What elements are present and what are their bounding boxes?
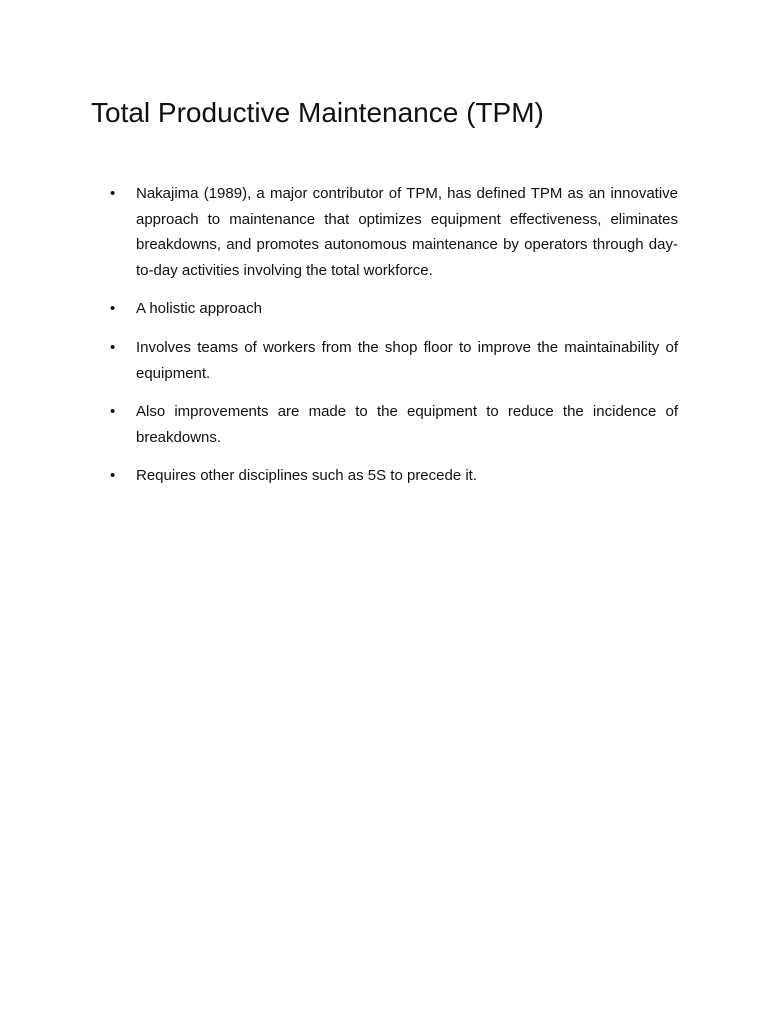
bullet-item-definition: [110, 181, 678, 283]
bullet-icon: •: [110, 338, 116, 356]
bullet-item-disciplines: [110, 463, 678, 489]
bullet-icon: •: [110, 300, 116, 318]
page-title: Total Productive Maintenance (TPM): [91, 97, 544, 128]
bullet-item-improvements: [110, 399, 678, 450]
bullet-icon: •: [110, 467, 116, 485]
bullet-text-improvements: Also improvements are made to the equipment to reduce the incidence of breakdowns.: [136, 403, 678, 446]
bullet-text-holistic: A holistic approach: [136, 300, 262, 318]
bullet-icon: •: [110, 185, 116, 202]
bullet-list: [110, 181, 678, 502]
bullet-icon: •: [110, 403, 116, 421]
bullet-text-definition: Nakajima (1989), a major contributor of TPM, has defined TPM as an innovative approach to maintenance that optimizes equipment effectiveness, eliminates breakdowns, and promotes autonomous maintenance by operators through day-to-day activities involving the total workforce.: [136, 185, 678, 279]
bullet-text-teams: Involves teams of workers from the shop floor to improve the maintainability of equipment.: [136, 338, 678, 382]
bullet-text-disciplines: Requires other disciplines such as 5S to precede it.: [136, 467, 478, 485]
bullet-item-teams: [110, 335, 678, 386]
bullet-item-holistic: [110, 296, 678, 322]
